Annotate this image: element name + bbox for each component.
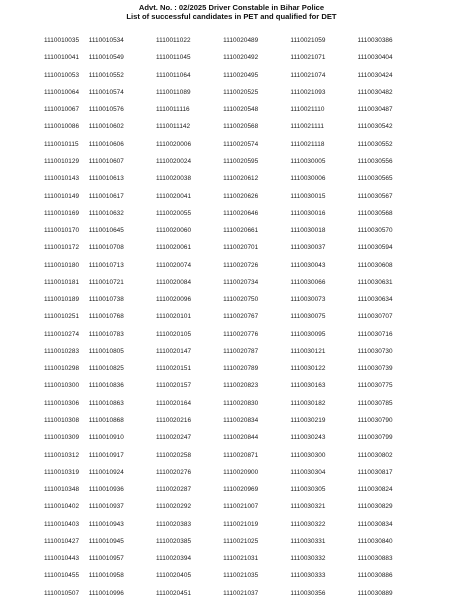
roll-number-cell: 1110010721	[88, 278, 124, 286]
roll-number-cell: 1110030730	[357, 347, 393, 355]
roll-number-cell: 1110030005	[290, 157, 326, 165]
roll-number-cell: 1110010067	[44, 106, 80, 114]
roll-number-cell: 1110010170	[44, 227, 80, 235]
roll-number-cell: 1110010534	[88, 37, 124, 45]
roll-number-cell: 1110030594	[357, 244, 393, 252]
roll-number-cell: 1110030567	[357, 192, 393, 200]
roll-number-cell: 1110020394	[155, 555, 192, 563]
table-row	[30, 170, 450, 187]
roll-number-cell: 1110030016	[290, 209, 326, 217]
roll-number-cell: 1110010602	[88, 123, 124, 131]
roll-number-cell: 1110010308	[44, 416, 80, 424]
roll-number-cell: 1110020969	[223, 486, 259, 494]
roll-number-cell: 1110010617	[88, 192, 124, 200]
roll-number-cell: 1110010129	[44, 157, 80, 165]
roll-number-cell: 1110030552	[357, 140, 393, 148]
roll-number-cell: 1110030219	[290, 416, 326, 424]
roll-number-cell: 1110010805	[88, 347, 124, 355]
table-row	[30, 205, 450, 222]
roll-number-cell: 1110010181	[44, 278, 80, 286]
roll-number-cell: 1110010996	[88, 589, 124, 597]
roll-number-cell: 1110020276	[155, 468, 192, 476]
roll-number-cell: 1110010169	[44, 209, 80, 217]
roll-number-cell: 1110030122	[290, 365, 326, 373]
roll-number-cell: 1110011116	[155, 106, 190, 114]
roll-number-cell: 1110030570	[357, 227, 393, 235]
roll-number-cell: 1110030482	[357, 88, 393, 96]
table-row	[30, 446, 450, 463]
roll-number-cell: 1110020096	[155, 296, 192, 304]
roll-number-cell: 1110030565	[357, 175, 393, 183]
roll-number-cell: 1110010552	[88, 71, 124, 79]
roll-number-cell: 1110030634	[357, 296, 393, 304]
roll-number-cell: 1110010348	[44, 486, 80, 494]
roll-number-cell: 1110020767	[223, 313, 259, 321]
roll-number-cell: 1110010427	[44, 537, 80, 545]
roll-number-cell: 1110020041	[155, 192, 192, 200]
roll-number-cell: 1110030889	[357, 589, 393, 597]
roll-number-cell: 1110010607	[88, 157, 124, 165]
roll-number-cell: 1110020060	[155, 227, 192, 235]
roll-number-cell: 1110020900	[223, 468, 259, 476]
roll-number-cell: 1110020844	[223, 434, 259, 442]
roll-number-cell: 1110030824	[357, 486, 393, 494]
roll-number-cell: 1110010189	[44, 296, 80, 304]
roll-number-cell: 1110030608	[357, 261, 393, 269]
table-row	[30, 67, 450, 84]
table-row	[30, 360, 450, 377]
roll-number-cell: 1110030037	[290, 244, 326, 252]
table-row	[30, 464, 450, 481]
table-row	[30, 533, 450, 550]
roll-number-cell: 1110030305	[290, 486, 326, 494]
roll-number-cell: 1110010086	[44, 123, 80, 131]
table-row	[30, 256, 450, 273]
roll-number-cell: 1110010312	[44, 451, 80, 459]
table-row	[30, 343, 450, 360]
roll-number-cell: 1110010708	[88, 244, 124, 252]
roll-number-cell: 1110030066	[290, 278, 326, 286]
candidates-table	[30, 32, 450, 602]
table-row	[30, 481, 450, 498]
table-row	[30, 412, 450, 429]
roll-number-cell: 1110010041	[44, 54, 80, 62]
table-row	[30, 222, 450, 239]
roll-number-cell: 1110030006	[290, 175, 326, 183]
roll-number-cell: 1110010606	[88, 140, 124, 148]
table-row	[30, 187, 450, 204]
roll-number-cell: 1110030790	[357, 416, 393, 424]
roll-number-cell: 1110010443	[44, 555, 80, 563]
roll-number-cell: 1110020292	[155, 503, 192, 511]
roll-number-cell: 1110021118	[290, 140, 325, 148]
table-row	[30, 498, 450, 515]
roll-number-cell: 1110030707	[357, 313, 393, 321]
document-title: Advt. No. : 02/2025 Driver Constable in Bihar Police	[138, 3, 325, 12]
roll-number-cell: 1110020574	[223, 140, 259, 148]
table-row	[30, 32, 450, 49]
roll-number-cell: 1110010402	[44, 503, 80, 511]
roll-number-cell: 1110010300	[44, 382, 80, 390]
roll-number-cell: 1110030829	[357, 503, 393, 511]
roll-number-cell: 1110010172	[44, 244, 80, 252]
roll-number-cell: 1110010936	[88, 486, 124, 494]
roll-number-cell: 1110030043	[290, 261, 326, 269]
table-row	[30, 291, 450, 308]
roll-number-cell: 1110020626	[223, 192, 259, 200]
roll-number-cell: 1110030321	[290, 503, 326, 511]
roll-number-cell: 1110020105	[155, 330, 192, 338]
document-subtitle: List of successful candidates in PET and qualified for DET	[126, 12, 337, 21]
roll-number-cell: 1110030332	[290, 555, 326, 563]
table-row	[30, 326, 450, 343]
roll-number-cell: 1110030182	[290, 399, 326, 407]
roll-number-cell: 1110030716	[357, 330, 393, 338]
roll-number-cell: 1110011089	[155, 88, 191, 96]
roll-number-cell: 1110021071	[290, 54, 326, 62]
roll-number-cell: 1110010143	[44, 175, 80, 183]
roll-number-cell: 1110030356	[290, 589, 326, 597]
table-row	[30, 395, 450, 412]
table-row	[30, 49, 450, 66]
roll-number-cell: 1110011045	[155, 54, 191, 62]
roll-number-cell: 1110020830	[223, 399, 259, 407]
roll-number-cell: 1110010574	[88, 88, 124, 96]
roll-number-cell: 1110020834	[223, 416, 259, 424]
roll-number-cell: 1110010738	[88, 296, 124, 304]
roll-number-cell: 1110030568	[357, 209, 393, 217]
roll-number-cell: 1110030883	[357, 555, 393, 563]
roll-number-cell: 1110030785	[357, 399, 393, 407]
roll-number-cell: 1110020084	[155, 278, 192, 286]
roll-number-cell: 1110021110	[290, 106, 325, 114]
roll-number-cell: 1110020385	[155, 537, 192, 545]
roll-number-cell: 1110010917	[88, 451, 124, 459]
roll-number-cell: 1110021007	[223, 503, 259, 511]
table-row	[30, 101, 450, 118]
document-header	[0, 3, 463, 21]
roll-number-cell: 1110020287	[155, 486, 192, 494]
roll-number-cell: 1110010713	[88, 261, 124, 269]
roll-number-cell: 1110020258	[155, 451, 192, 459]
roll-number-cell: 1110010836	[88, 382, 124, 390]
roll-number-cell: 1110020147	[155, 347, 192, 355]
table-row	[30, 377, 450, 394]
roll-number-cell: 1110010613	[88, 175, 124, 183]
roll-number-cell: 1110030015	[290, 192, 326, 200]
roll-number-cell: 1110030121	[290, 347, 326, 355]
roll-number-cell: 1110020595	[223, 157, 259, 165]
roll-number-cell: 1110030073	[290, 296, 326, 304]
roll-number-cell: 1110020568	[223, 123, 259, 131]
table-row	[30, 429, 450, 446]
roll-number-cell: 1110030322	[290, 520, 326, 528]
roll-number-cell: 1110020216	[155, 416, 192, 424]
roll-number-cell: 1110020734	[223, 278, 259, 286]
roll-number-cell: 1110010306	[44, 399, 80, 407]
roll-number-cell: 1110020823	[223, 382, 259, 390]
roll-number-cell: 1110010319	[44, 468, 80, 476]
roll-number-cell: 1110010064	[44, 88, 80, 96]
roll-number-cell: 1110020871	[223, 451, 259, 459]
table-row	[30, 567, 450, 584]
roll-number-cell: 1110010945	[88, 537, 124, 545]
roll-number-cell: 1110010957	[88, 555, 124, 563]
roll-number-cell: 1110020787	[223, 347, 259, 355]
roll-number-cell: 1110010149	[44, 192, 80, 200]
roll-number-cell: 1110030802	[357, 451, 393, 459]
roll-number-cell: 1110011064	[155, 71, 191, 79]
roll-number-cell: 1110030018	[290, 227, 326, 235]
table-row	[30, 274, 450, 291]
roll-number-cell: 1110030333	[290, 572, 326, 580]
roll-number-cell: 1110030404	[357, 54, 393, 62]
roll-number-cell: 1110020612	[223, 175, 259, 183]
roll-number-cell: 1110010937	[88, 503, 124, 511]
roll-number-cell: 1110010549	[88, 54, 124, 62]
roll-number-cell: 1110030834	[357, 520, 393, 528]
roll-number-cell: 1110030304	[290, 468, 326, 476]
roll-number-cell: 1110021019	[223, 520, 259, 528]
roll-number-cell: 1110020247	[155, 434, 192, 442]
roll-number-cell: 1110010053	[44, 71, 80, 79]
roll-number-cell: 1110020495	[223, 71, 259, 79]
table-row	[30, 308, 450, 325]
roll-number-cell: 1110010507	[44, 589, 80, 597]
roll-number-cell: 1110020061	[155, 244, 192, 252]
roll-number-cell: 1110010251	[44, 313, 80, 321]
roll-number-cell: 1110010632	[88, 209, 124, 217]
roll-number-cell: 1110020074	[155, 261, 192, 269]
roll-number-cell: 1110020405	[155, 572, 192, 580]
roll-number-cell: 1110010958	[88, 572, 124, 580]
roll-number-cell: 1110020101	[155, 313, 192, 321]
roll-number-cell: 1110010783	[88, 330, 124, 338]
roll-number-cell: 1110020776	[223, 330, 259, 338]
roll-number-cell: 1110020489	[223, 37, 259, 45]
roll-number-cell: 1110030487	[357, 106, 393, 114]
roll-number-cell: 1110021031	[223, 555, 259, 563]
table-row	[30, 84, 450, 101]
roll-number-cell: 1110010035	[44, 37, 80, 45]
roll-number-cell: 1110030095	[290, 330, 326, 338]
roll-number-cell: 1110020157	[155, 382, 192, 390]
roll-number-cell: 1110010180	[44, 261, 80, 269]
roll-number-cell: 1110010455	[44, 572, 80, 580]
table-row	[30, 550, 450, 567]
roll-number-cell: 1110010825	[88, 365, 124, 373]
roll-number-cell: 1110030886	[357, 572, 393, 580]
roll-number-cell: 1110021059	[290, 37, 326, 45]
roll-number-cell: 1110030840	[357, 537, 393, 545]
roll-number-cell: 1110020661	[223, 227, 259, 235]
roll-number-cell: 1110010768	[88, 313, 124, 321]
roll-number-cell: 1110030799	[357, 434, 393, 442]
roll-number-cell: 1110020024	[155, 157, 192, 165]
roll-number-cell: 1110030331	[290, 537, 326, 545]
roll-number-cell: 1110020789	[223, 365, 259, 373]
roll-number-cell: 1110010115	[44, 140, 79, 148]
roll-number-cell: 1110030817	[357, 468, 393, 476]
roll-number-cell: 1110021074	[290, 71, 326, 79]
table-row	[30, 239, 450, 256]
roll-number-cell: 1110010910	[88, 434, 124, 442]
roll-number-cell: 1110030631	[357, 278, 393, 286]
roll-number-cell: 1110030075	[290, 313, 326, 321]
roll-number-cell: 1110030542	[357, 123, 393, 131]
roll-number-cell: 1110020151	[155, 365, 192, 373]
roll-number-cell: 1110010943	[88, 520, 124, 528]
roll-number-cell: 1110021035	[223, 572, 259, 580]
roll-number-cell: 1110010576	[88, 106, 124, 114]
roll-number-cell: 1110010403	[44, 520, 80, 528]
roll-number-cell: 1110020055	[155, 209, 192, 217]
roll-number-cell: 1110010863	[88, 399, 124, 407]
roll-number-cell: 1110020525	[223, 88, 259, 96]
roll-number-cell: 1110020164	[155, 399, 192, 407]
roll-number-cell: 1110020492	[223, 54, 259, 62]
roll-number-cell: 1110030243	[290, 434, 326, 442]
roll-number-cell: 1110010309	[44, 434, 80, 442]
roll-number-cell: 1110010645	[88, 227, 124, 235]
roll-number-cell: 1110011022	[155, 37, 191, 45]
roll-number-cell: 1110020451	[155, 589, 192, 597]
roll-number-cell: 1110030386	[357, 37, 393, 45]
roll-number-cell: 1110020038	[155, 175, 192, 183]
roll-number-cell: 1110011142	[155, 123, 191, 131]
roll-number-cell: 1110010283	[44, 347, 80, 355]
roll-number-cell: 1110020646	[223, 209, 259, 217]
roll-number-cell: 1110030163	[290, 382, 326, 390]
roll-number-cell: 1110030556	[357, 157, 393, 165]
table-row	[30, 585, 450, 602]
roll-number-cell: 1110030424	[357, 71, 393, 79]
candidates-table-body	[30, 32, 450, 602]
roll-number-cell: 1110021025	[223, 537, 259, 545]
table-row	[30, 118, 450, 135]
table-row	[30, 153, 450, 170]
roll-number-cell: 1110010868	[88, 416, 124, 424]
roll-number-cell: 1110020548	[223, 106, 259, 114]
roll-number-cell: 1110010274	[44, 330, 80, 338]
roll-number-cell: 1110021037	[223, 589, 259, 597]
table-row	[30, 515, 450, 532]
roll-number-cell: 1110010298	[44, 365, 80, 373]
roll-number-cell: 1110020383	[155, 520, 192, 528]
roll-number-cell: 1110021111	[290, 123, 325, 131]
roll-number-cell: 1110020726	[223, 261, 259, 269]
roll-number-cell: 1110030775	[357, 382, 393, 390]
roll-number-cell: 1110020750	[223, 296, 259, 304]
roll-number-cell: 1110030739	[357, 365, 393, 373]
roll-number-cell: 1110020006	[155, 140, 192, 148]
roll-number-cell: 1110020701	[223, 244, 259, 252]
roll-number-cell: 1110021093	[290, 88, 326, 96]
roll-number-cell: 1110010924	[88, 468, 124, 476]
roll-number-cell: 1110030300	[290, 451, 326, 459]
table-row	[30, 136, 450, 153]
